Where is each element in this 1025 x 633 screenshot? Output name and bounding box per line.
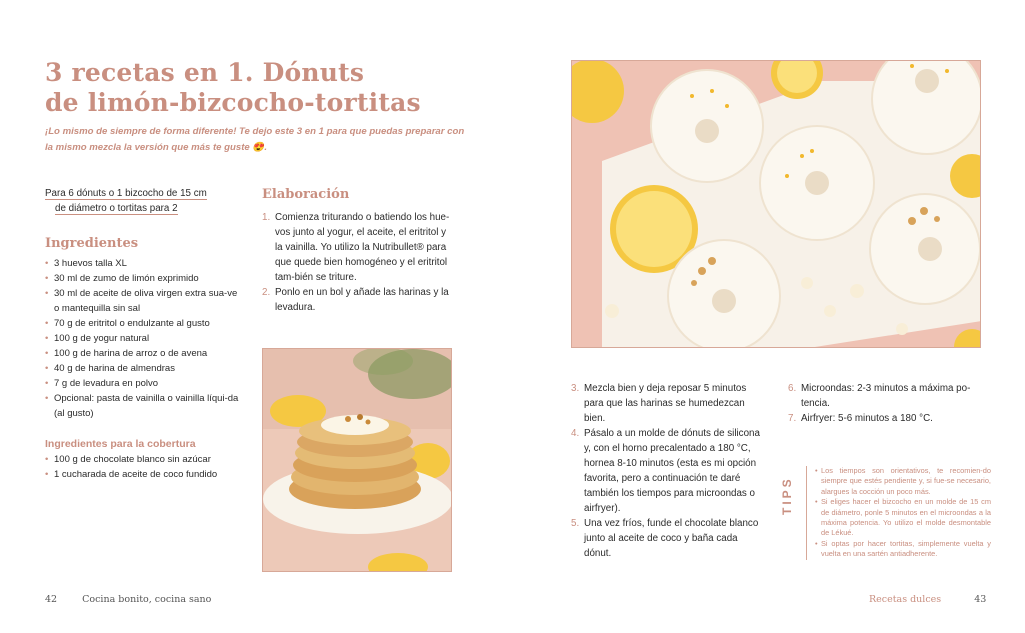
list-item: • Si optas por hacer tortitas, simplemente vuelta y vuelta en una sartén antiadherente. [815,539,991,560]
step-number: 3. [571,383,580,394]
pancakes-photo [262,348,452,572]
page-title [45,58,421,118]
donuts-photo [571,60,981,348]
list-item: • Los tiempos son orientativos, te recomien-do siempre que estés pendiente y, si fue-se necesario, alargues la cocción un poco más. [815,466,991,497]
list-item: • 100 g de chocolate blanco sin azúcar [45,452,245,467]
tips-box [806,466,991,560]
coating-section [45,438,245,482]
elaboration-section [262,187,455,315]
donuts-illustration [572,61,981,348]
tips-label: TIPS [780,476,794,516]
step-item [788,381,981,411]
servings-line-2: de diámetro o tortitas para 2 [55,203,178,214]
elaboration-heading: Elaboración [262,187,350,202]
intro-text: ¡Lo mismo de siempre de forma diferente! Te dejo este 3 en 1 para que puedas preparar con la mismo mezcla la versión que más te guste 😍. [45,126,465,153]
list-item: • 100 g de yogur natural [45,331,245,346]
title-line-2: de limón-bizcocho-tortitas [45,88,421,117]
step-item [571,516,764,561]
steps-list-c [788,381,981,426]
step-number: 6. [788,383,797,394]
section-title: Recetas dulces [869,594,942,605]
footer-left [45,594,211,605]
steps-column-c [788,381,981,426]
list-item: • 30 ml de aceite de oliva virgen extra sua-ve o mantequilla sin sal [45,286,245,316]
page-number-left: 42 [45,594,58,605]
step-item [262,285,455,315]
step-text: Mezcla bien y deja reposar 5 minutos para que las harinas se humedezcan bien. [584,383,747,424]
step-text: Pásalo a un molde de dónuts de silicona y, con el horno precalentado a 180 °C, hornea 8-10 minutos (esta es mi opción favorita, pero a continuación te daré también los tiempos para microondas o airfryer). [584,428,760,514]
list-item: • 70 g de eritritol o endulzante al gusto [45,316,245,331]
ingredients-heading: Ingredientes [45,236,139,251]
steps-list-a [262,210,455,315]
coating-heading: Ingredientes para la cobertura [45,438,196,450]
steps-list-b [571,381,764,561]
ingredients-section [45,236,245,421]
title-line-1: 3 recetas en 1. Dónuts [45,58,365,87]
footer-right [869,594,986,605]
pancakes-illustration [263,349,452,572]
step-item [571,426,764,516]
step-text: Airfryer: 5-6 minutos a 180 °C. [801,413,933,424]
list-item: • Si eliges hacer el bizcocho en un molde de 15 cm de diámetro, ponle 5 minutos en el microondas a la máxima potencia. Yo utilizo el molde desmontable de Lékué. [815,497,991,539]
ingredients-list [45,256,245,421]
step-text: Comienza triturando o batiendo los hue-vos junto al yogur, el aceite, el eritritol y la vainilla. Yo utilizo la Nutribullet® para que quede bien homogéneo y el eritritol tam-bién se triture. [275,212,450,283]
book-title: Cocina bonito, cocina sano [82,594,212,605]
list-item: • 3 huevos talla XL [45,256,245,271]
list-item: • 30 ml de zumo de limón exprimido [45,271,245,286]
step-number: 2. [262,287,271,298]
step-item [571,381,764,426]
step-item [788,411,981,426]
step-number: 4. [571,428,580,439]
step-number: 5. [571,518,580,529]
list-item: • 40 g de harina de almendras [45,361,245,376]
steps-column-b [571,381,764,561]
coating-list [45,452,245,482]
step-number: 7. [788,413,797,424]
step-text: Microondas: 2-3 minutos a máxima po-tencia. [801,383,971,409]
step-text: Una vez fríos, funde el chocolate blanco junto al aceite de coco y baña cada dónut. [584,518,759,559]
page-number-right: 43 [974,594,987,605]
servings [45,186,245,216]
list-item: • 1 cucharada de aceite de coco fundido [45,467,245,482]
step-item [262,210,455,285]
step-text: Ponlo en un bol y añade las harinas y la levadura. [275,287,449,313]
step-number: 1. [262,212,271,223]
tips-list [815,466,991,560]
servings-line-1: Para 6 dónuts o 1 bizcocho de 15 cm [45,188,207,199]
list-item: • Opcional: pasta de vainilla o vainilla líqui-da (al gusto) [45,391,245,421]
list-item: • 100 g de harina de arroz o de avena [45,346,245,361]
list-item: • 7 g de levadura en polvo [45,376,245,391]
